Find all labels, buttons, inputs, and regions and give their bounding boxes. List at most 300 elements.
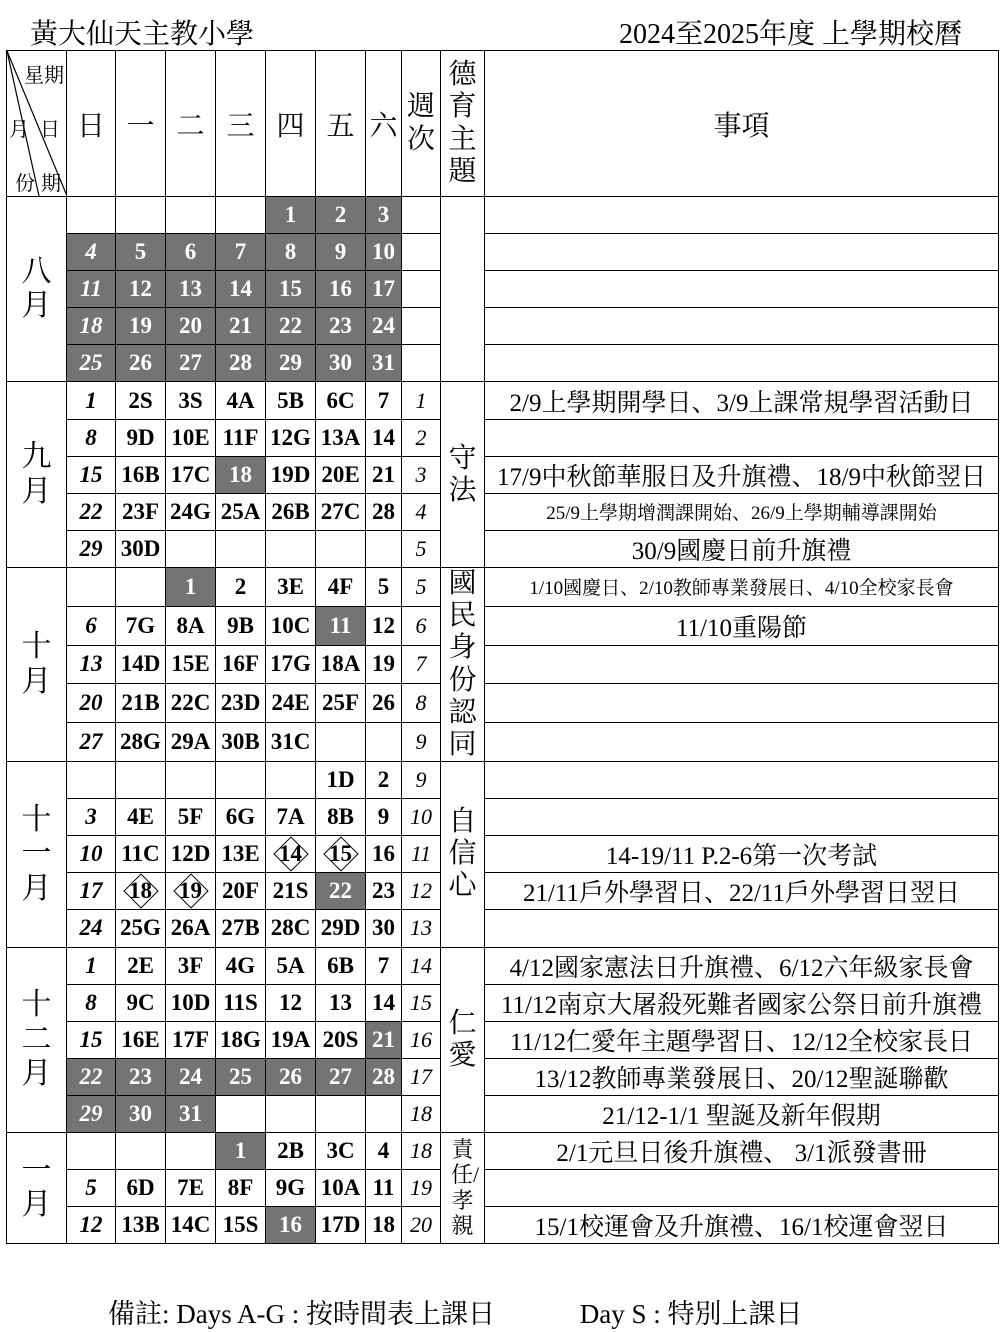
event-text — [485, 762, 999, 799]
date-cell — [116, 1133, 166, 1170]
date-cell: 4 — [366, 1133, 402, 1170]
corner-portion-label: 份 — [15, 173, 35, 195]
date-cell: 5A — [266, 947, 316, 984]
date-cell: 23D — [216, 684, 266, 723]
date-cell: 17 — [67, 873, 116, 910]
date-cell: 11 — [366, 1170, 402, 1207]
date-cell: 9G — [266, 1170, 316, 1207]
date-cell — [316, 836, 366, 873]
date-cell: 11F — [216, 419, 266, 456]
date-cell: 16 — [266, 1207, 316, 1244]
event-text — [485, 723, 999, 762]
week-row — [7, 836, 999, 873]
date-cell: 7G — [116, 606, 166, 645]
calendar-title: 2024至2025年度 上學期校曆 — [618, 19, 962, 50]
month-label: 八月 — [7, 197, 67, 382]
date-cell: 9 — [316, 234, 366, 271]
week-row — [7, 1170, 999, 1207]
date-cell: 6 — [67, 606, 116, 645]
date-cell — [216, 762, 266, 799]
date-cell: 7 — [216, 234, 266, 271]
date-cell: 1 — [67, 382, 116, 419]
date-cell: 15 — [266, 271, 316, 308]
corner-weekday-label: 星期 — [24, 65, 64, 87]
date-cell: 5 — [67, 1170, 116, 1207]
day-header-fri: 五 — [316, 51, 366, 197]
week-number — [402, 271, 441, 308]
date-cell: 21 — [366, 456, 402, 493]
month-label: 十二月 — [7, 947, 67, 1132]
date-cell: 5B — [266, 382, 316, 419]
date-cell: 30D — [116, 530, 166, 567]
theme-header: 德育主題 — [441, 51, 485, 197]
event-text — [485, 1170, 999, 1207]
corner-period-label: 期 — [41, 173, 61, 195]
date-cell: 4E — [116, 799, 166, 836]
date-cell: 1D — [316, 762, 366, 799]
week-row — [7, 493, 999, 530]
week-number: 18 — [402, 1133, 441, 1170]
date-cell: 22 — [67, 1058, 116, 1095]
date-cell: 22 — [67, 493, 116, 530]
month-label: 一月 — [7, 1133, 67, 1244]
date-cell — [166, 762, 216, 799]
date-cell: 15 — [67, 1021, 116, 1058]
date-cell: 14C — [166, 1207, 216, 1244]
school-name: 黃大仙天主教小學 — [30, 19, 255, 50]
date-cell: 29 — [266, 345, 316, 382]
date-cell: 30 — [316, 345, 366, 382]
week-number: 9 — [402, 762, 441, 799]
date-cell: 22 — [316, 873, 366, 910]
event-text — [485, 234, 999, 271]
exam-day-marker: 18 — [123, 875, 159, 907]
date-cell: 24 — [67, 910, 116, 947]
week-row — [7, 947, 999, 984]
date-cell — [67, 567, 116, 606]
date-cell: 7 — [366, 382, 402, 419]
date-cell: 25 — [67, 345, 116, 382]
date-cell: 16 — [366, 836, 402, 873]
moral-theme — [441, 197, 485, 382]
date-cell: 4 — [67, 234, 116, 271]
event-text: 1/10國慶日、2/10教師專業發展日、4/10全校家長會 — [485, 567, 999, 606]
date-cell: 21 — [216, 308, 266, 345]
corner-date-label: 日 — [40, 119, 60, 141]
date-cell: 26 — [266, 1058, 316, 1095]
date-cell: 28G — [116, 723, 166, 762]
date-cell: 2S — [116, 382, 166, 419]
week-number: 15 — [402, 984, 441, 1021]
date-cell: 19A — [266, 1021, 316, 1058]
footer-note — [108, 1292, 803, 1331]
date-cell: 20 — [166, 308, 216, 345]
date-cell: 27B — [216, 910, 266, 947]
date-cell — [67, 197, 116, 234]
week-row — [7, 382, 999, 419]
week-number: 17 — [402, 1058, 441, 1095]
date-cell: 13E — [216, 836, 266, 873]
date-cell: 2 — [216, 567, 266, 606]
date-cell — [316, 1095, 366, 1132]
moral-theme: 自信心 — [441, 762, 485, 947]
date-cell: 11C — [116, 836, 166, 873]
week-row — [7, 567, 999, 606]
week-row — [7, 684, 999, 723]
date-cell: 18 — [216, 456, 266, 493]
date-cell: 15E — [166, 645, 216, 684]
date-cell: 23F — [116, 493, 166, 530]
week-number: 11 — [402, 836, 441, 873]
date-cell: 27 — [67, 723, 116, 762]
date-cell: 8F — [216, 1170, 266, 1207]
date-cell — [316, 723, 366, 762]
header-row — [7, 51, 999, 197]
week-number — [402, 308, 441, 345]
date-cell — [166, 1133, 216, 1170]
date-cell: 13A — [316, 419, 366, 456]
date-cell — [166, 530, 216, 567]
event-text — [485, 345, 999, 382]
date-cell: 22 — [266, 308, 316, 345]
corner-cell — [7, 51, 67, 197]
date-cell: 29D — [316, 910, 366, 947]
date-cell — [216, 197, 266, 234]
date-cell — [266, 530, 316, 567]
week-number: 7 — [402, 645, 441, 684]
events-header: 事項 — [485, 51, 999, 197]
date-cell: 19D — [266, 456, 316, 493]
date-cell: 12 — [116, 271, 166, 308]
moral-theme: 國民身份認同 — [441, 567, 485, 761]
date-cell: 2 — [316, 197, 366, 234]
date-cell: 8 — [67, 419, 116, 456]
week-number: 13 — [402, 910, 441, 947]
date-cell: 4A — [216, 382, 266, 419]
date-cell: 28 — [366, 493, 402, 530]
week-row — [7, 1021, 999, 1058]
date-cell: 15 — [67, 456, 116, 493]
date-cell: 5 — [116, 234, 166, 271]
event-text: 25/9上學期增潤課開始、26/9上學期輔導課開始 — [485, 493, 999, 530]
event-text: 2/9上學期開學日、3/9上課常規學習活動日 — [485, 382, 999, 419]
event-text: 13/12教師專業發展日、20/12聖誕聯歡 — [485, 1058, 999, 1095]
week-number: 6 — [402, 606, 441, 645]
week-row — [7, 762, 999, 799]
date-cell: 3F — [166, 947, 216, 984]
date-cell: 6D — [116, 1170, 166, 1207]
event-text — [485, 271, 999, 308]
week-number — [402, 197, 441, 234]
week-number: 14 — [402, 947, 441, 984]
corner-month-label: 月 — [9, 119, 29, 141]
date-cell — [216, 530, 266, 567]
date-cell: 3E — [266, 567, 316, 606]
date-cell — [166, 873, 216, 910]
date-cell — [116, 197, 166, 234]
week-row — [7, 910, 999, 947]
week-number: 9 — [402, 723, 441, 762]
date-cell: 18G — [216, 1021, 266, 1058]
date-cell: 31 — [166, 1095, 216, 1132]
week-number — [402, 345, 441, 382]
event-text: 11/10重陽節 — [485, 606, 999, 645]
date-cell: 12 — [67, 1207, 116, 1244]
date-cell: 3C — [316, 1133, 366, 1170]
week-number: 4 — [402, 493, 441, 530]
date-cell: 24 — [166, 1058, 216, 1095]
date-cell: 21S — [266, 873, 316, 910]
date-cell: 16F — [216, 645, 266, 684]
date-cell: 31 — [366, 345, 402, 382]
date-cell — [366, 1095, 402, 1132]
week-row — [7, 345, 999, 382]
date-cell: 5 — [366, 567, 402, 606]
week-number: 2 — [402, 419, 441, 456]
date-cell: 2B — [266, 1133, 316, 1170]
week-number: 16 — [402, 1021, 441, 1058]
event-text — [485, 197, 999, 234]
date-cell: 6C — [316, 382, 366, 419]
date-cell: 24 — [366, 308, 402, 345]
date-cell: 3 — [67, 799, 116, 836]
date-cell: 4F — [316, 567, 366, 606]
date-cell: 9B — [216, 606, 266, 645]
footer-note-special: Day S : 特別上課日 — [579, 1299, 803, 1329]
week-row — [7, 799, 999, 836]
date-cell: 19 — [116, 308, 166, 345]
day-header-thu: 四 — [266, 51, 316, 197]
week-number: 12 — [402, 873, 441, 910]
date-cell: 17C — [166, 456, 216, 493]
event-text: 11/12南京大屠殺死難者國家公祭日前升旗禮 — [485, 984, 999, 1021]
date-cell — [116, 873, 166, 910]
exam-day-marker: 14 — [273, 838, 309, 870]
month-label: 十一月 — [7, 762, 67, 947]
date-cell: 27 — [166, 345, 216, 382]
calendar-table — [6, 50, 999, 1244]
date-cell: 12 — [366, 606, 402, 645]
date-cell: 16E — [116, 1021, 166, 1058]
date-cell: 12D — [166, 836, 216, 873]
moral-theme: 責任/孝親 — [441, 1133, 485, 1244]
date-cell — [266, 762, 316, 799]
month-label: 九月 — [7, 382, 67, 567]
date-cell: 25A — [216, 493, 266, 530]
week-row — [7, 1207, 999, 1244]
date-cell: 26 — [366, 684, 402, 723]
week-row — [7, 723, 999, 762]
date-cell: 10C — [266, 606, 316, 645]
date-cell: 20 — [67, 684, 116, 723]
date-cell — [216, 1095, 266, 1132]
date-cell: 23 — [316, 308, 366, 345]
date-cell: 14D — [116, 645, 166, 684]
day-header-tue: 二 — [166, 51, 216, 197]
date-cell: 3S — [166, 382, 216, 419]
date-cell: 11S — [216, 984, 266, 1021]
event-text — [485, 799, 999, 836]
event-text: 11/12仁愛年主題學習日、12/12全校家長日 — [485, 1021, 999, 1058]
footer-note-days: 備註: Days A-G : 按時間表上課日 — [108, 1299, 495, 1329]
week-row — [7, 984, 999, 1021]
date-cell: 26A — [166, 910, 216, 947]
date-cell: 16B — [116, 456, 166, 493]
date-cell — [266, 836, 316, 873]
event-text: 21/12-1/1 聖誕及新年假期 — [485, 1095, 999, 1132]
date-cell: 27 — [316, 1058, 366, 1095]
week-number: 10 — [402, 799, 441, 836]
date-cell: 9D — [116, 419, 166, 456]
week-number: 8 — [402, 684, 441, 723]
week-row — [7, 873, 999, 910]
date-cell: 23 — [366, 873, 402, 910]
date-cell: 24E — [266, 684, 316, 723]
date-cell: 11 — [67, 271, 116, 308]
date-cell: 26 — [116, 345, 166, 382]
date-cell: 25G — [116, 910, 166, 947]
date-cell: 30 — [116, 1095, 166, 1132]
month-label: 十月 — [7, 567, 67, 761]
date-cell: 13 — [67, 645, 116, 684]
date-cell: 7E — [166, 1170, 216, 1207]
week-row — [7, 419, 999, 456]
date-cell: 10A — [316, 1170, 366, 1207]
event-text — [485, 419, 999, 456]
date-cell: 28 — [216, 345, 266, 382]
week-row — [7, 530, 999, 567]
week-row — [7, 271, 999, 308]
date-cell — [67, 1133, 116, 1170]
date-cell — [67, 762, 116, 799]
date-cell: 29 — [67, 1095, 116, 1132]
date-cell: 16 — [316, 271, 366, 308]
date-cell: 4G — [216, 947, 266, 984]
date-cell: 20S — [316, 1021, 366, 1058]
date-cell: 27C — [316, 493, 366, 530]
date-cell: 20E — [316, 456, 366, 493]
date-cell: 22C — [166, 684, 216, 723]
date-cell: 31C — [266, 723, 316, 762]
date-cell: 7A — [266, 799, 316, 836]
moral-theme: 守法 — [441, 382, 485, 567]
date-cell: 1 — [166, 567, 216, 606]
date-cell: 28 — [366, 1058, 402, 1095]
date-cell: 8 — [266, 234, 316, 271]
date-cell: 12 — [266, 984, 316, 1021]
week-number: 5 — [402, 567, 441, 606]
date-cell: 14 — [366, 984, 402, 1021]
date-cell — [266, 1095, 316, 1132]
event-text: 30/9國慶日前升旗禮 — [485, 530, 999, 567]
date-cell: 7 — [366, 947, 402, 984]
date-cell: 8 — [67, 984, 116, 1021]
week-row — [7, 1133, 999, 1170]
week-row — [7, 1095, 999, 1132]
event-text: 2/1元旦日後升旗禮、 3/1派發書冊 — [485, 1133, 999, 1170]
date-cell: 6G — [216, 799, 266, 836]
week-row — [7, 645, 999, 684]
date-cell: 10 — [366, 234, 402, 271]
date-cell: 9C — [116, 984, 166, 1021]
date-cell: 10 — [67, 836, 116, 873]
week-number: 1 — [402, 382, 441, 419]
day-header-sat: 六 — [366, 51, 402, 197]
date-cell: 9 — [366, 799, 402, 836]
date-cell: 13B — [116, 1207, 166, 1244]
date-cell: 26B — [266, 493, 316, 530]
date-cell: 28C — [266, 910, 316, 947]
date-cell — [116, 762, 166, 799]
date-cell: 17F — [166, 1021, 216, 1058]
date-cell: 18 — [67, 308, 116, 345]
event-text: 14-19/11 P.2-6第一次考試 — [485, 836, 999, 873]
date-cell: 8B — [316, 799, 366, 836]
week-row — [7, 197, 999, 234]
date-cell — [166, 197, 216, 234]
date-cell: 18 — [366, 1207, 402, 1244]
date-cell: 10E — [166, 419, 216, 456]
date-cell: 10D — [166, 984, 216, 1021]
event-text — [485, 910, 999, 947]
day-header-wed: 三 — [216, 51, 266, 197]
day-header-sun: 日 — [67, 51, 116, 197]
date-cell: 17D — [316, 1207, 366, 1244]
date-cell: 1 — [266, 197, 316, 234]
week-row — [7, 308, 999, 345]
date-cell: 18A — [316, 645, 366, 684]
week-number — [402, 234, 441, 271]
date-cell: 6 — [166, 234, 216, 271]
date-cell — [316, 530, 366, 567]
week-row — [7, 606, 999, 645]
date-cell: 17G — [266, 645, 316, 684]
event-text: 17/9中秋節華服日及升旗禮、18/9中秋節翌日 — [485, 456, 999, 493]
date-cell: 30B — [216, 723, 266, 762]
date-cell: 1 — [67, 947, 116, 984]
date-cell: 13 — [316, 984, 366, 1021]
date-cell: 21B — [116, 684, 166, 723]
date-cell: 21 — [366, 1021, 402, 1058]
event-text: 15/1校運會及升旗禮、16/1校運會翌日 — [485, 1207, 999, 1244]
event-text: 4/12國家憲法日升旗禮、6/12六年級家長會 — [485, 947, 999, 984]
date-cell — [366, 530, 402, 567]
date-cell: 15S — [216, 1207, 266, 1244]
date-cell: 23 — [116, 1058, 166, 1095]
week-number: 20 — [402, 1207, 441, 1244]
date-cell: 17 — [366, 271, 402, 308]
date-cell: 30 — [366, 910, 402, 947]
date-cell: 25F — [316, 684, 366, 723]
date-cell: 14 — [366, 419, 402, 456]
exam-day-marker: 15 — [323, 838, 359, 870]
week-row — [7, 1058, 999, 1095]
event-text — [485, 645, 999, 684]
week-header: 週次 — [402, 51, 441, 197]
date-cell: 19 — [366, 645, 402, 684]
exam-day-marker: 19 — [173, 875, 209, 907]
date-cell: 24G — [166, 493, 216, 530]
date-cell: 1 — [216, 1133, 266, 1170]
week-number: 3 — [402, 456, 441, 493]
event-text: 21/11戶外學習日、22/11戶外學習日翌日 — [485, 873, 999, 910]
date-cell: 29 — [67, 530, 116, 567]
date-cell: 2E — [116, 947, 166, 984]
date-cell: 5F — [166, 799, 216, 836]
week-number: 5 — [402, 530, 441, 567]
date-cell: 20F — [216, 873, 266, 910]
date-cell: 6B — [316, 947, 366, 984]
